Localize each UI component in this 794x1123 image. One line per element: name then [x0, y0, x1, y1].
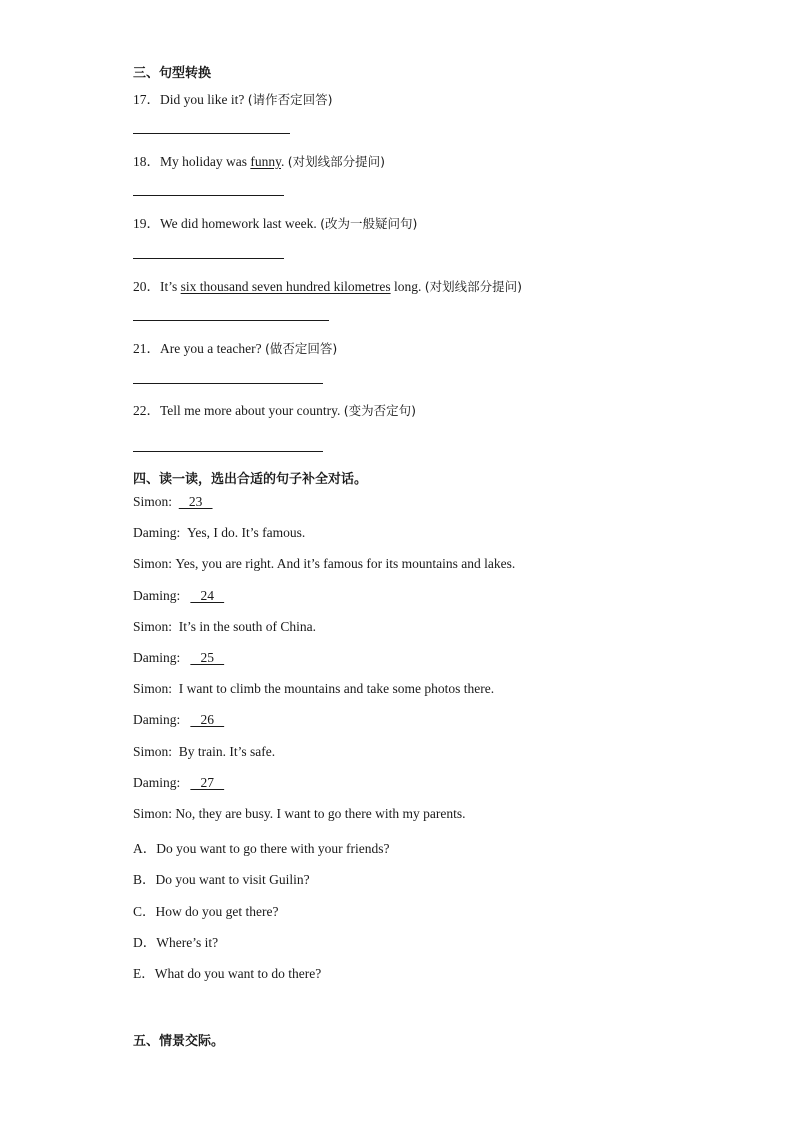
dialogue-text: It’s in the south of China. [178, 619, 317, 634]
speaker: Simon: [133, 681, 173, 696]
option-d [133, 931, 218, 951]
question-number: 19． [133, 216, 160, 231]
dialogue-line [133, 619, 316, 635]
dialogue-line [133, 525, 305, 541]
option-text: Do you want to go there with your friends? [156, 841, 390, 856]
question-instruction: (变为否定句) [343, 403, 417, 418]
option-letter: C． [133, 904, 156, 919]
question-instruction: (对划线部分提问) [424, 279, 523, 294]
speaker: Simon: [133, 806, 173, 821]
question-21 [133, 337, 337, 357]
underlined-text: funny [250, 154, 281, 169]
speaker: Daming: [133, 775, 181, 790]
blank-24[interactable]: 24 [190, 588, 225, 603]
option-text: Where’s it? [156, 935, 219, 950]
question-text: Tell me more about your country. [160, 403, 341, 418]
dialogue-text: I want to climb the mountains and take some photos there. [178, 681, 495, 696]
answer-line-17 [133, 133, 290, 134]
dialogue-text: No, they are busy. I want to go there with my parents. [175, 806, 466, 821]
dialogue-line [133, 806, 465, 822]
blank-23[interactable]: 23 [178, 494, 213, 509]
answer-line-20 [133, 320, 329, 321]
option-text: How do you get there? [155, 904, 279, 919]
speaker: Daming: [133, 712, 181, 727]
question-17 [133, 88, 333, 108]
question-instruction: (改为一般疑问句) [320, 216, 418, 231]
question-number: 20． [133, 279, 160, 294]
question-20 [133, 275, 522, 295]
blank-27[interactable]: 27 [190, 775, 225, 790]
question-18 [133, 150, 385, 170]
section-3-title: 三、句型转换 [133, 66, 212, 81]
section-5-title: 五、情景交际。 [133, 1034, 225, 1049]
option-letter: B． [133, 872, 156, 887]
question-text-post: . [281, 154, 285, 169]
dialogue-text: By train. It’s safe. [178, 744, 276, 759]
question-number: 17． [133, 92, 160, 107]
speaker: Daming: [133, 588, 181, 603]
dialogue-text: Yes, you are right. And it’s famous for its mountains and lakes. [175, 556, 516, 571]
question-instruction: (做否定回答) [264, 341, 338, 356]
option-letter: D． [133, 935, 157, 950]
question-instruction: (请作否定回答) [247, 92, 333, 107]
question-text-pre: It’s [160, 279, 181, 294]
option-text: What do you want to do there? [154, 966, 322, 981]
answer-line-21 [133, 383, 323, 384]
question-text: Did you like it? [160, 92, 245, 107]
speaker: Simon: [133, 556, 173, 571]
blank-26[interactable]: 26 [190, 712, 225, 727]
question-number: 22． [133, 403, 160, 418]
question-text-pre: My holiday was [160, 154, 251, 169]
option-letter: A． [133, 841, 157, 856]
speaker: Simon: [133, 619, 173, 634]
dialogue-line [133, 588, 224, 604]
dialogue-line [133, 744, 275, 760]
dialogue-line [133, 712, 224, 728]
speaker: Simon: [133, 494, 173, 509]
question-number: 18． [133, 154, 160, 169]
option-text: Do you want to visit Guilin? [155, 872, 310, 887]
question-text: Are you a teacher? [160, 341, 262, 356]
option-a [133, 837, 389, 857]
option-letter: E． [133, 966, 155, 981]
speaker: Daming: [133, 525, 181, 540]
dialogue-line [133, 681, 494, 697]
question-number: 21． [133, 341, 160, 356]
question-instruction: (对划线部分提问) [287, 154, 386, 169]
question-text: We did homework last week. [160, 216, 317, 231]
dialogue-line [133, 650, 224, 666]
dialogue-line [133, 775, 224, 791]
dialogue-text: Yes, I do. It’s famous. [187, 525, 306, 540]
option-b [133, 868, 310, 888]
question-text-post: long. [390, 279, 422, 294]
blank-25[interactable]: 25 [190, 650, 225, 665]
dialogue-line [133, 494, 213, 510]
answer-line-22 [133, 451, 323, 452]
option-c [133, 900, 278, 920]
question-19 [133, 212, 417, 232]
underlined-text: six thousand seven hundred kilometres [180, 279, 391, 294]
answer-line-19 [133, 258, 284, 259]
dialogue-line [133, 556, 515, 572]
section-4-title: 四、读一读，选出合适的句子补全对话。 [133, 472, 368, 487]
speaker: Daming: [133, 650, 181, 665]
speaker: Simon: [133, 744, 173, 759]
answer-line-18 [133, 195, 284, 196]
option-e [133, 962, 321, 982]
question-22 [133, 399, 416, 419]
